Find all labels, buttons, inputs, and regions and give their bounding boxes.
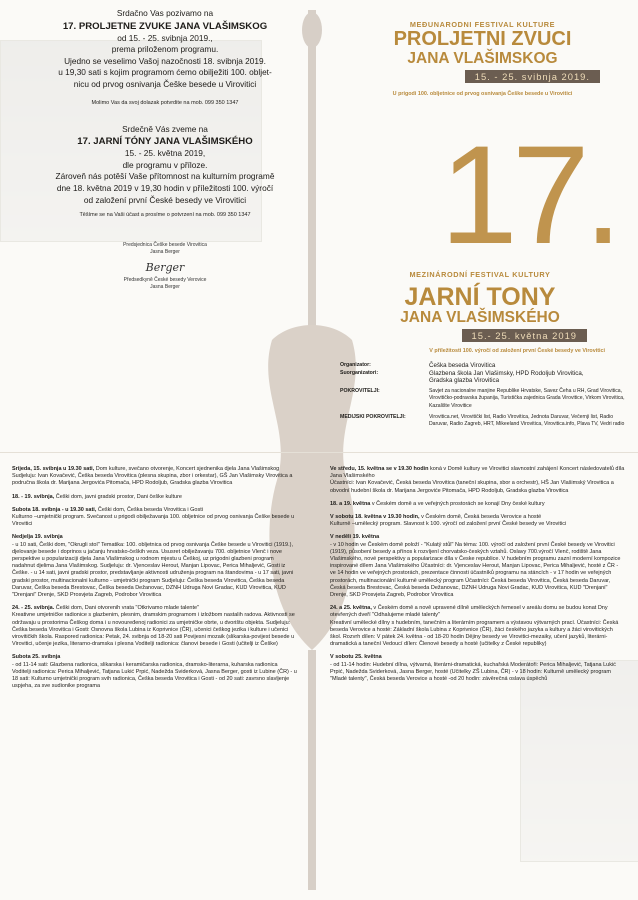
logo-cz-title: JARNÍ TONY xyxy=(404,283,556,311)
patrons-label: POKROVITELJI: xyxy=(340,387,380,394)
media-patrons-label: MEDIJSKI POKROVITELJI: xyxy=(340,413,406,420)
organizers-block xyxy=(340,362,630,429)
logo-cz-name: JANA VLAŠIMSKÉHO xyxy=(400,309,560,326)
hr-invite-line: od 15. - 25. svibnja 2019., xyxy=(117,32,213,43)
media-patrons-value: Virovitica.net, Virovitički list, Radio Virovitica, Jednota Daruvar, Večernji list, Radio Daruvar, Radio Zagreb, HRT, Mikeeland Virovitica, Virovitica.info, Plava TV, Vedri radio xyxy=(429,413,625,428)
hr-invite-line: u 19,30 sati s kojim programom ćemo obilježiti 100. oblјet- xyxy=(58,67,272,78)
edition-number: 17. xyxy=(440,116,617,273)
hr-rsvp-note: Molimo Vas da svoj dolazak potvrdite na mob. 099 350 1347 xyxy=(91,99,239,106)
cz-invite-line: dne 18. května 2019 v 19,30 hodin v příležitosti 100. výročí xyxy=(56,182,274,193)
cz-invite-line: Srdečně Vás zveme na xyxy=(122,123,208,134)
logo-cz-subtitle: MEZINÁRODNÍ FESTIVAL KULTURY xyxy=(409,270,551,279)
organizer-label: Organizator: xyxy=(340,362,371,368)
cz-invite-line: dle programu v příloze. xyxy=(122,159,208,170)
program-entry: Srijeda, 15. svibnja u 19.30 sati, Dom kulture, svečano otvorenje, Koncert sjednenika djela Jana Vlašimskog Sudjeluju: Ivan Kovačević, Češka beseda Virovitica (plesna skupina, zbor i orkestar), GŠ Jan Vlašimsky Virovitica a područna škola dr. Marijana Jergovića Pitomača, HPD Rodoljub, Gradska glazba Virovitica xyxy=(12,466,293,487)
logo-hr-name: JANA VLAŠIMSKOG xyxy=(407,50,558,67)
hr-invitation xyxy=(0,8,330,291)
logo-hr-title: PROLJETNI ZVUCI xyxy=(393,28,572,50)
cz-festival-name: 17. JARNÍ TÓNY JANA VLAŠIMSKÉHO xyxy=(77,136,253,148)
signature-block xyxy=(0,242,330,291)
program-entry: 18. a 19. května v Českém domě a ve veřejných prostorách se konají Dny české kultury xyxy=(330,500,545,507)
handwritten-signature: Berger xyxy=(145,261,185,275)
cz-invite-line: Zároveň nás potěší Vaše přítomnost na kulturním programě xyxy=(55,171,275,182)
coorganizers-value-1: Glazbena škola Jan Vlašimsky, HPD Rodoljub Virovitica, xyxy=(429,369,584,377)
background-photo-bottom xyxy=(520,660,638,862)
cz-rsvp-note: Těšíme se na Vaši účast a prosíme o potvrzení na mob. 099 350 1347 xyxy=(79,212,251,219)
program-cz xyxy=(330,466,625,689)
organizer-value: Češka beseda Virovitica xyxy=(429,362,496,369)
cz-invite-line: 15. - 25. května 2019, xyxy=(124,148,206,159)
program-entry: Subota 18. svibnja - u 19.30 sati, Češki dom, Češka beseda Virovitica i Gosti Kulturno –umjetnički program. Svečanost u prigodi obilježavanja 100. obljetnice od prvog osnivanja Češke besede u Virovitici xyxy=(12,506,295,528)
program-hr xyxy=(12,466,297,696)
program-entry: V sobotu 25. května - od 11-14 hodin: Hudební dílna, výtvarná, literárni-dramatická, kuchařská Moderátoři: Perica Mihaljević, Tatjana Lukić Prpić, Nadežda Sviderková, Jasna Berger, hosté (Učitelky ZŠ Lubina, ČR) - v 18 hodin: Kulturně umělecký program "Mladé talenty", Česká beseda Verovice a hosté -od 20 hodin: závěrečná oslava úspěchů xyxy=(330,654,616,683)
program-entry: Ve středu, 15. května se v 19.30 hodin koná v Domě kultury ve Virovitici slavnostní zahájení Koncert následovatelů díla Jana Vlašimského Účastníci: Ivan Kovačević, Česká beseda Virovitica (taneční skupina, sbor a orchestr), HŠ Jan Vlašimský Virovitica a obvodní hudební škola dr. Marijana Jergoviće Pitomača, HPD Rodoljub, Gradska glazba Virovitica xyxy=(330,466,625,494)
hr-invite-line: nicu od prvog osnivanja Češke besede u Virovitici xyxy=(73,78,257,89)
cz-invite-line: od založení první České besedy ve Virovitici xyxy=(83,194,247,205)
logo-hr-subtitle: MEĐUNARODNI FESTIVAL KULTURE xyxy=(409,20,556,29)
hr-signatory-name: Jasna Berger xyxy=(150,249,180,256)
festival-logo-hr xyxy=(365,20,600,97)
coorganizers-label: Suorganizatori: xyxy=(340,369,379,376)
program-entry: V neděli 19. května - v 10 hodin ve Českém domě položí - "Kulatý stůl" Na téma: 100. výročí od založení první České besedy ve Virovitici (1919), působení besedy a přínos k rozvíjení chorvatsko-českých vztahů. Oslavy 700.výročí Vlenč, rodiště Jana Vlašimského, nové perspektivy a popularizace díla v Česke republice. V hudebním programu zazní moderní kompozice inspirované dílem Jana Vlašimského Účastníci: dr. Vjenceslav Herout, Manjan Lipovac, Perica Mihaljević, hosté z ČR - ve 14 hodin ve veřejných prostorách, prezentace činnosti účastníků programu na stáncích - v 17 hodin ve veřejných prostorách, multinacionální kulturně umělecký program Účastníci: Česká beseda Virovitica, Česká beseda Daruvar, Česká beseda Brestovac, Česká beseda Dežanovac, DZNH Udruga Novi Gradac, KUD Virovitica, KUD "Drenjani" Drenje, SKD Prosvjeta Zagreb, Podrobor Virovitica xyxy=(330,534,621,599)
program-entry: Subota 25. svibnja - od 11-14 sati: Glazbena radionica, slikarska i keramičarska radionica, dramsko-literarna, kuharska radionica Voditelji radionica: Perica Mihaljević, Tatjana Lukić Prpić, Nadežda Sviderková, Jasna Berger, gosti iz Lubine (ČR) - u 18 sati: Kulturno umjetnički program svih radionica, Češka beseda Virovitica i Gosti - od 20 sati: zavrsno slavljenje uspjeha, za sve sudionike programa xyxy=(12,654,297,690)
logo-cz-date: 15.- 25. května 2019 xyxy=(462,329,587,342)
cz-signatory-title: Předsedkyně České besedy Verovice xyxy=(123,277,207,284)
section-divider xyxy=(0,452,638,453)
program-entry: 24. a 25. května, v Českém domě a nově upravené dílně uměleckých řemesel v areálu domu se budou konat Dny otevřených dveří "Odhalujeme mladé talenty" Kreativní umělecké dílny s hudebním, tanečním a literárním programem a výstavou výtvarných prací. Účastníci: Česká beseda Verovice a hosté: Základní škola Lubina z Koprivnice (ČR), žáci českého jazyka a kultury a žáci virovitických škol. Rozvrh dílen: V pátek 24. května - od 18-20 hodin Dějiny besedy ve Virovitici-mezaiky, učení jazyků, literárni-dramatická a taneční Vedoucí dílen: Členové besedy a hosté (učitelky z České republiky) xyxy=(330,605,619,648)
program-entry: Nedjelja 19. svibnja - u 10 sati, Češki dom, "Okrugli stol" Tematika: 100. obljetnica od prvog osnivanja Češke besede u Virovitici (1919.), djelovanje besede i doprinos u jačanju hrvatsko-čeških veza. Ususret obilježavanju 700. obljetnice Vlenč i nove perspektive u popularizaciji djela Jana Vlašimskog u rodnom mjestu u Češkoj, uz prigodni glazbeni program nadahnut djelima Jana Vlašimskog. Sudjeluju: dr. Vjenceslav Herout, Manjan Lipovac, Perica Mihaljević, Gosti iz Češke. - u 14 sati, javni gradski prostor, predstavljanje aktivnosti udruženja program na štandovima - u 17 sati, javni gradski prostor, multinacionalni kulturno - umjetnički program Sudjeluju: Češka beseda Virovitica, Češka beseda Daruvar, Češka beseda Brestovac, Češka beseda Dežanovac, DZNH Udruga Novi Gradac, KUD Virovitica, KUD "Drenjani" Drenje, SKD Prosvjeta Zagreb, Podrobor Virovitica xyxy=(12,534,294,599)
hr-invite-line: prema priloženom programu. xyxy=(111,44,219,55)
hr-invite-line: Srdačno Vas pozivamo na xyxy=(116,8,214,18)
hr-invite-line: Ujedno se veselimo Vašoj nazočnosti 18. svibnja 2019. xyxy=(64,55,266,66)
logo-hr-caption: U prigodi 100. obljetnice od prvog osnivanja Češke besede u Virovitici xyxy=(392,91,573,97)
program-entry: 18. - 19. svibnja, Češki dom, javni gradski prostor, Dani češke kulture xyxy=(12,493,182,500)
program-entry: V sobotu 18. května v 19.30 hodin, v Českém domě, Česká beseda Verovice a hosté Kulturně –umělecký program. Slavnost k 100. výročí od založení první České besedy ve Virovitici xyxy=(330,514,567,528)
logo-hr-date: 15. - 25. svibnja 2019. xyxy=(465,70,600,83)
patrons-value: Savjet za nacionalne manjine Republike Hrvatske, Savez Čeha u RH, Grad Virovitica, Virovitičko-podravska županija, Turistička zajednica Grada Virovitice, Virkom Virovitica, Kazalište Virovitice xyxy=(429,387,625,409)
logo-cz-caption: V příležitosti 100. výročí od založení první České besedy ve Virovitici xyxy=(429,348,605,354)
cz-signatory-name: Jasna Berger xyxy=(150,284,180,291)
coorganizers-value-2: Gradska glazba Virovitica xyxy=(429,377,500,385)
festival-logo-cz xyxy=(355,270,605,354)
hr-signatory-title: Predsjednica Češke besede Virovitica xyxy=(123,242,207,249)
hr-festival-name: 17. PROLJETNE ZVUKE JANA VLAŠIMSKOG xyxy=(62,20,268,32)
program-entry: 24. - 25. svibnja. Češki dom, Dani otvorenih vrata "Otkrivamo mlade talente" Kreativne umjetničke radionice s glazbenim, plesnim, dramskim programom i izložbom nastalih radova. Aktivnosti se održavaju u prostorima Češkog doma i u novouređenoj radionici za umjetničke obrte, u dvorištu objekta. Sudjeluju: Češka beseda Virovitica i Gosti: Osnovna škola Lubina iz Koprivnice (ČR), učenici češkog jezika i kulture i učenici virovitičkih škola. Raspored radionica: Petak, 24. svibnja od 18-20 sati Povijesni mozaik (slikarska-povijest besede u Virovitici, učenje jezika, literarno-dramska i plesna Voditelji radionica: članovi besede i Gosti (učitelji iz Češke) xyxy=(12,605,295,648)
